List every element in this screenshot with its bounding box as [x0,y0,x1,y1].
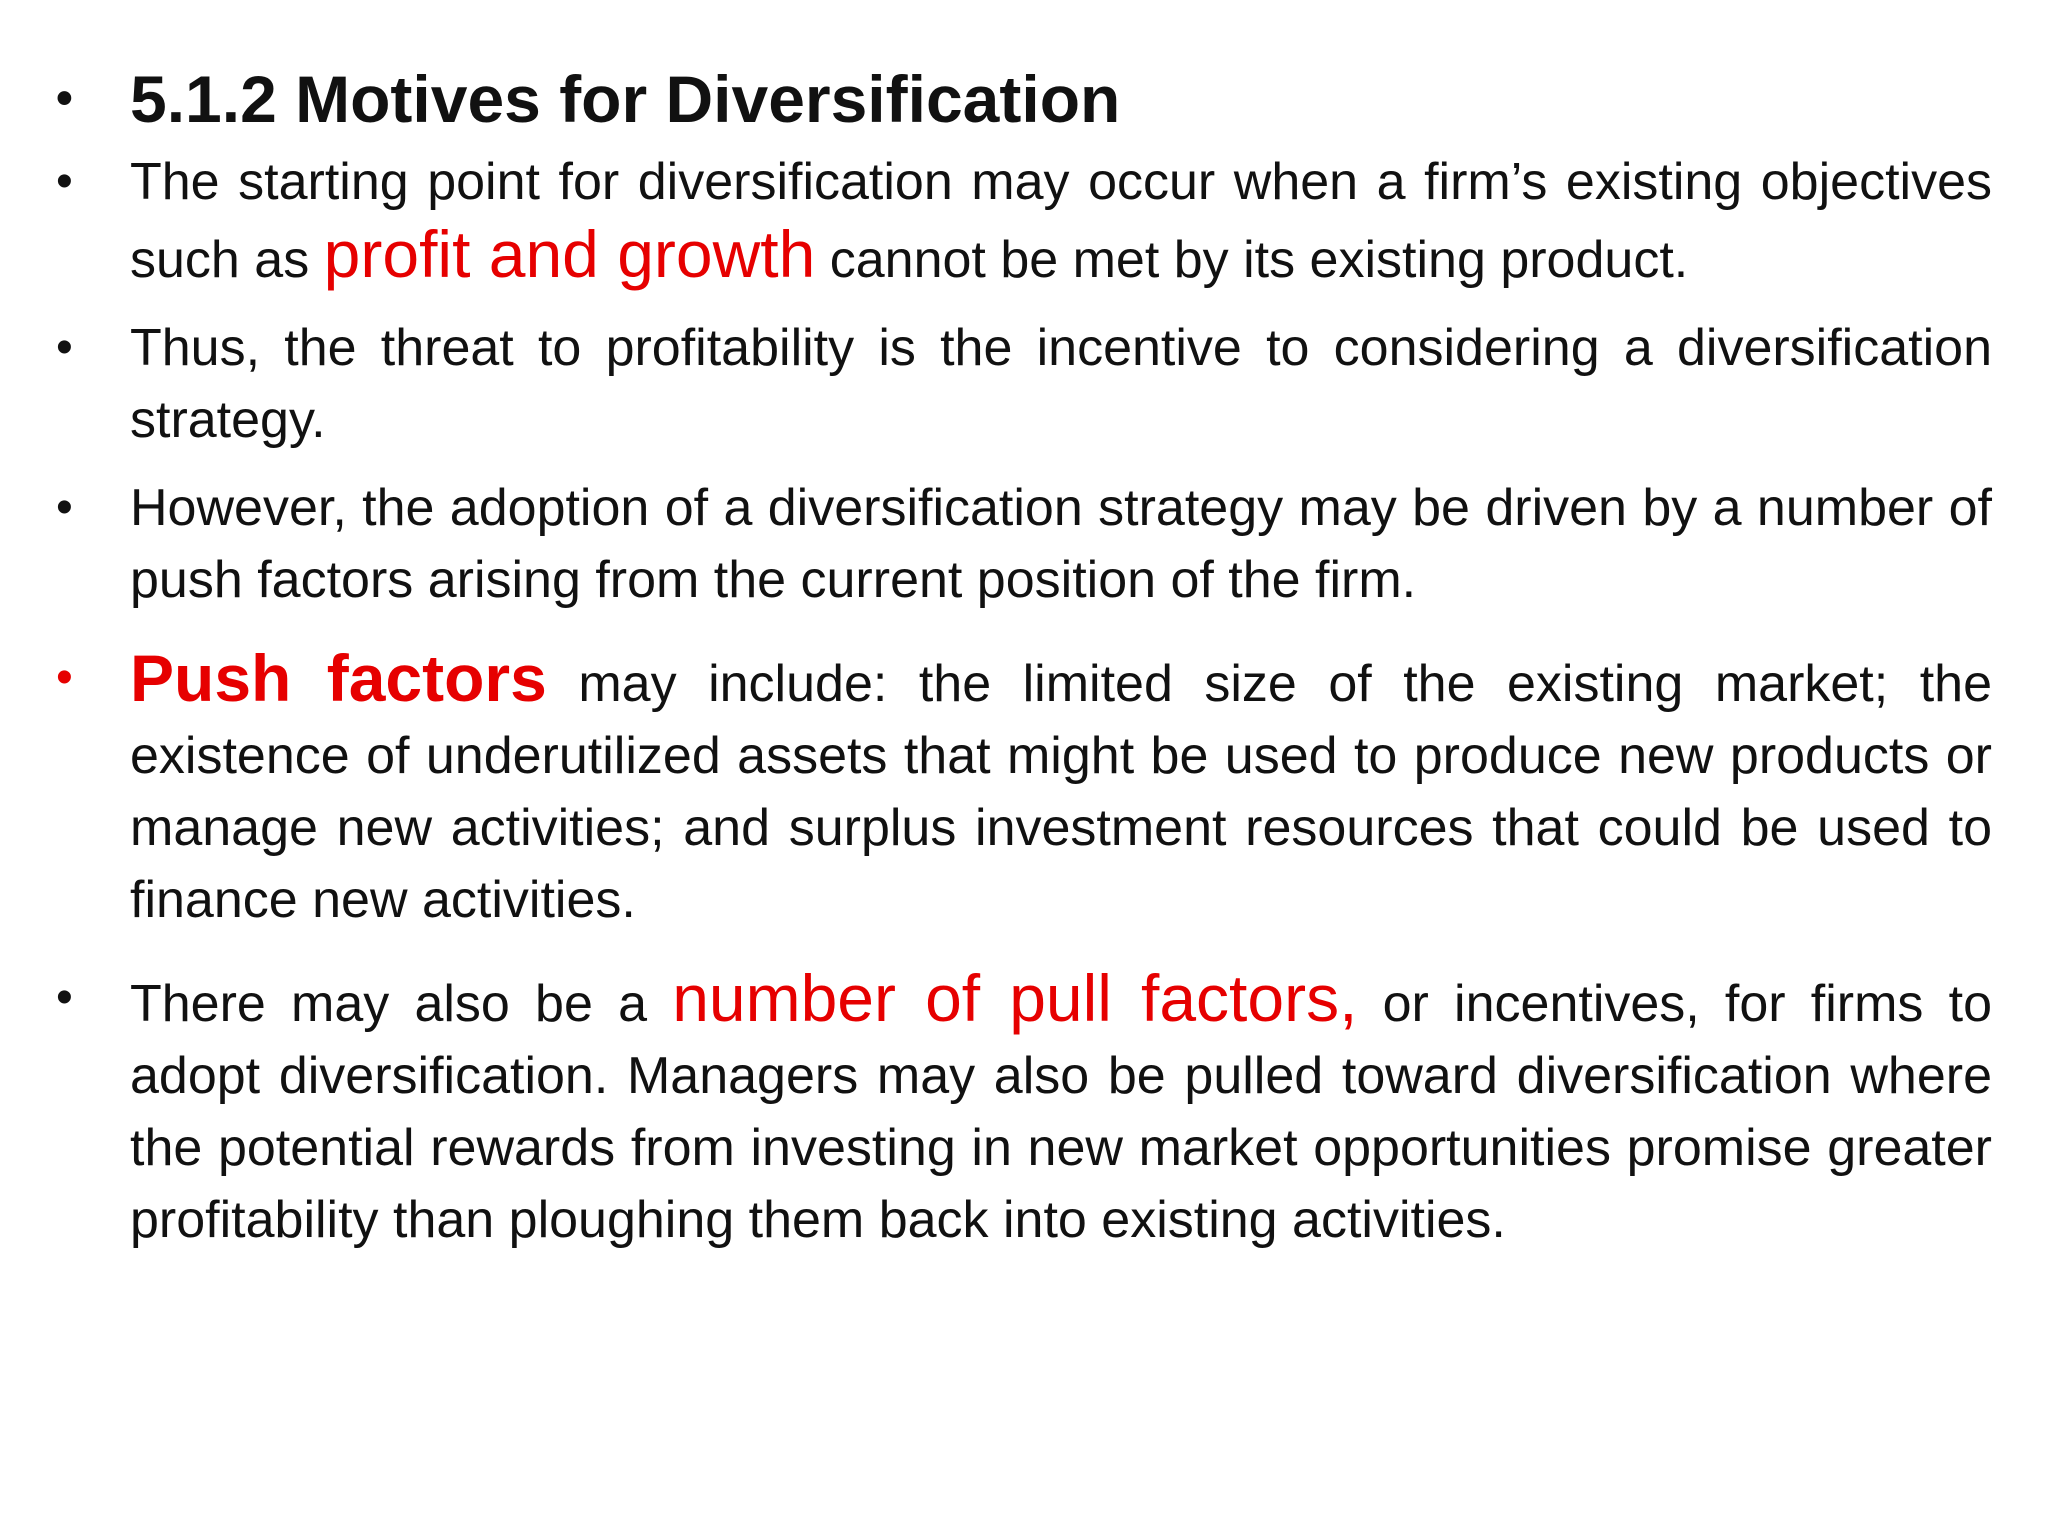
bullet-item-5 [52,962,1992,1256]
bullet-text: However, the adoption of a diversification strategy may be driven by a number of push factors arising from the current position of the firm. [130,479,1992,609]
bullet-list [52,56,1992,1256]
highlight-text: Push factors [130,641,547,715]
bullet-item-1 [52,146,1992,296]
bullet-text-post: or incentives, for firms to adopt diversification. Managers may also be pulled toward diversification where the potential rewards from investing in new market opportunities promise greater profitability than ploughing them back into existing activities. [130,975,1992,1249]
bullet-item-4 [52,642,1992,936]
bullet-text-pre: There may also be a [130,975,647,1033]
bullet-text: Thus, the threat to profitability is the incentive to considering a diversification strategy. [130,319,1992,449]
bullet-text-pre: The starting point for diversification may occur when a firm’s existing objectives such as [130,153,1992,289]
bullet-item-3 [52,472,1992,616]
highlight-text: number of pull factors, [672,961,1358,1035]
title-text: 5.1.2 Motives for Diversification [130,62,1121,136]
bullet-icon: • [56,651,73,704]
bullet-icon: • [56,72,73,125]
bullet-text-post: may include: the limited size of the existing market; the existence of underutilized assets that might be used to produce new products or manage new activities; and surplus investment resources that could be used to finance new activities. [130,655,1992,929]
slide-title [52,56,1992,142]
bullet-icon: • [56,481,73,534]
bullet-icon: • [56,321,73,374]
bullet-icon: • [56,971,73,1024]
bullet-icon: • [56,155,73,208]
bullet-text-post: cannot be met by its existing product. [829,231,1689,289]
highlight-text: profit and growth [323,217,816,291]
bullet-item-2 [52,312,1992,456]
